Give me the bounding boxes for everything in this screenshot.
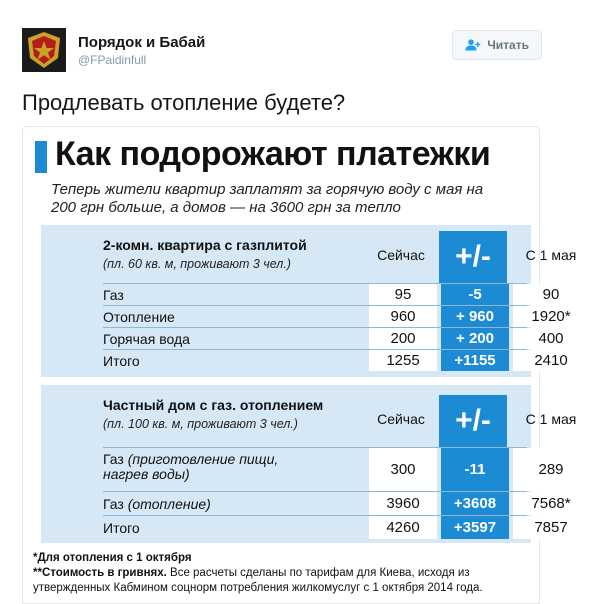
may-value: 7568* — [513, 492, 589, 515]
row-label-note: (отопление) — [127, 495, 211, 512]
tweet-text: Продлевать отопление будете? — [22, 90, 346, 115]
row-label: Горячая вода — [103, 330, 190, 347]
house-heading — [103, 397, 371, 431]
avatar[interactable] — [22, 28, 66, 72]
infographic-title: Как подорожают платежки — [55, 135, 491, 173]
column-diff: +/- — [439, 395, 507, 447]
tweet-media[interactable] — [22, 126, 577, 604]
column-now: Сейчас — [377, 247, 425, 263]
apartment-subtitle: (пл. 60 кв. м, проживают 3 чел.) — [103, 257, 291, 271]
may-value: 289 — [513, 448, 589, 491]
tweet-header — [22, 28, 542, 72]
diff-value: +3597 — [441, 516, 509, 539]
diff-value: + 200 — [441, 328, 509, 349]
may-value: 90 — [513, 284, 589, 305]
footnotes — [33, 551, 533, 596]
apartment-section — [41, 225, 577, 377]
diff-value: +1155 — [441, 350, 509, 371]
now-value: 200 — [369, 328, 437, 349]
row-label: Итого — [103, 352, 140, 369]
column-may: С 1 мая — [525, 411, 577, 427]
title-accent-bar — [35, 141, 47, 173]
may-value: 400 — [513, 328, 589, 349]
emblem-icon — [22, 28, 66, 72]
now-value: 960 — [369, 306, 437, 327]
row-label-main: Газ — [103, 495, 124, 512]
column-now: Сейчас — [377, 411, 425, 427]
row-label-note: (приготовление пищи, нагрев воды) — [103, 451, 279, 482]
diff-value: -5 — [441, 284, 509, 305]
display-name[interactable]: Порядок и Бабай — [78, 34, 206, 51]
row-label-main: Газ — [103, 451, 124, 467]
may-value: 7857 — [513, 516, 589, 539]
table-row — [103, 283, 560, 305]
now-value: 4260 — [369, 516, 437, 539]
table-row — [103, 349, 568, 371]
column-may: С 1 мая — [525, 247, 577, 263]
row-label: Итого — [103, 519, 140, 536]
table-row — [103, 491, 571, 515]
now-value: 300 — [369, 448, 437, 491]
apartment-heading — [103, 237, 371, 271]
now-value: 3960 — [369, 492, 437, 515]
diff-value: +3608 — [441, 492, 509, 515]
row-label: Газ — [103, 286, 124, 303]
add-user-icon — [465, 39, 481, 51]
infographic-subtitle: Теперь жители квартир заплатят за горячую воду с мая на 200 грн больше, а домов — на 3600 грн за тепло — [51, 181, 484, 216]
footnote-2-bold: **Стоимость в гривнях. — [33, 567, 167, 579]
diff-value: -11 — [441, 448, 509, 491]
follow-button[interactable] — [452, 30, 542, 60]
table-row — [103, 515, 568, 539]
row-label — [103, 448, 303, 491]
may-value: 1920* — [513, 306, 589, 327]
apartment-title: 2-комн. квартира с газплитой — [103, 237, 307, 253]
row-label — [103, 492, 211, 515]
follow-label: Читать — [487, 38, 529, 52]
table-row — [103, 447, 564, 491]
now-value: 1255 — [369, 350, 437, 371]
house-subtitle: (пл. 100 кв. м, проживают 3 чел.) — [103, 417, 298, 431]
now-value: 95 — [369, 284, 437, 305]
may-value: 2410 — [513, 350, 589, 371]
house-section — [41, 385, 577, 543]
table-row — [103, 305, 571, 327]
table-row — [103, 327, 564, 349]
diff-value: + 960 — [441, 306, 509, 327]
user-handle[interactable]: @FPaidinfull — [78, 53, 147, 67]
column-diff: +/- — [439, 231, 507, 283]
house-title: Частный дом с газ. отоплением — [103, 397, 324, 413]
footnote-2-text: Все расчеты сделаны по тарифам для Киева, исходя из утвержденных Кабмином соцнорм потребления жилкомуслуг с 1 октября 2014 года. — [33, 567, 483, 594]
footnote-1: *Для отопления с 1 октября — [33, 552, 192, 564]
row-label: Отопление — [103, 308, 175, 325]
